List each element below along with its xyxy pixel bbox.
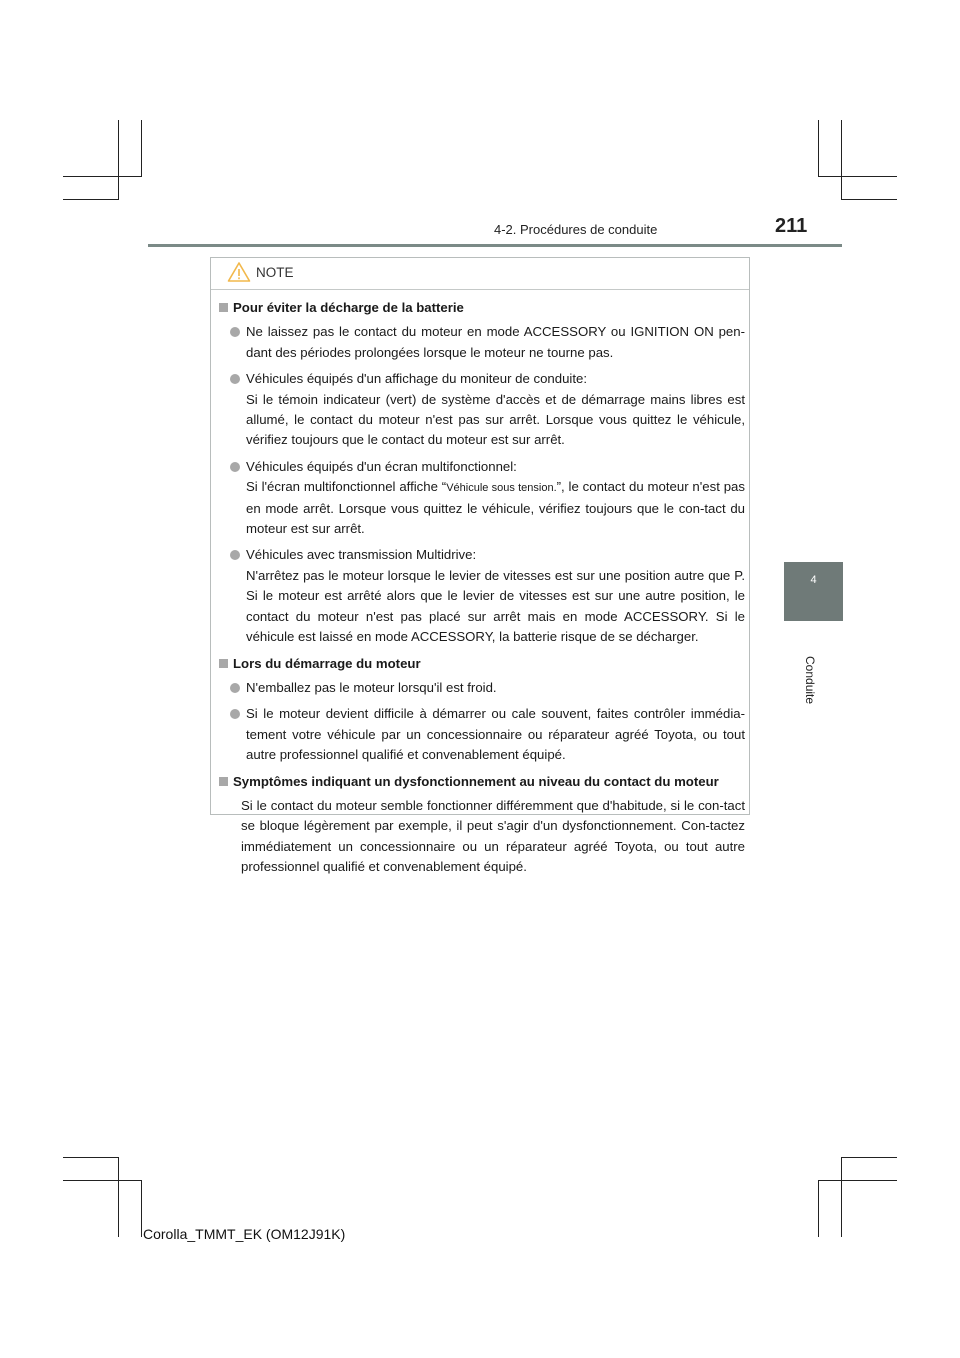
note-title: NOTE [256, 265, 294, 280]
document-code: Corolla_TMMT_EK (OM12J91K) [143, 1226, 346, 1242]
bullet-dot-icon [230, 683, 240, 693]
chapter-number: 4 [810, 574, 817, 586]
display-message: Véhicule sous tension. [446, 482, 557, 495]
section-heading [219, 772, 745, 792]
list-item [219, 678, 745, 698]
chapter-tab [784, 562, 843, 621]
section-heading [219, 654, 745, 674]
square-bullet-icon [219, 303, 228, 312]
bullet-dot-icon [230, 327, 240, 337]
header-divider [148, 244, 842, 247]
section-paragraph: Si le contact du moteur semble fonctionner différemment que d'habitude, si le con-tact se bloque légèrement par exemple, il peut s'agir d'un dysfonctionnement. Con-tactez immédiatement un concessionnaire ou un réparateur agréé Toyota, ou tout autre professionnel qualifié et convenablement équipé. [241, 797, 745, 875]
note-header [211, 258, 749, 290]
item-text [246, 369, 745, 451]
crop-mark [818, 1181, 819, 1237]
crop-mark [841, 1157, 897, 1158]
item-paragraph: Si le témoin indicateur (vert) de système d'accès et de démarrage mains libres est allumé, le contact du moteur n'est pas sur arrêt. Lorsque vous quittez le véhicule, vérifiez toujours que le contact du moteur est sur arrêt. [246, 391, 745, 448]
crop-mark [841, 1157, 842, 1237]
section-heading-text: Symptômes indiquant un dysfonctionnement au niveau du contact du moteur [233, 773, 719, 789]
item-paragraph-start: Si l'écran multifonctionnel affiche “ [246, 479, 447, 495]
item-paragraph-end: ”, le contact du moteur n'est pas en mode arrêt. Lorsque vous quittez le véhicule, vérifiez toujours que le con-tact du moteur est sur arrêt. [246, 479, 745, 537]
crop-mark [141, 120, 142, 176]
bullet-dot-icon [230, 709, 240, 719]
crop-mark [141, 1181, 142, 1237]
item-paragraph: N'arrêtez pas le moteur lorsque le levier de vitesses est sur une position autre que P. Si le moteur est arrêté alors que le levier de vitesses est sur une autre position, le contact du moteur n'est pas placé sur arrêt mais en mode ACCESSORY. Si le véhicule est laissé en mode ACCESSORY, la batterie risque de se décharger. [246, 567, 745, 645]
section-title: 4-2. Procédures de conduite [494, 222, 658, 237]
item-text: Ne laissez pas le contact du moteur en mode ACCESSORY ou IGNITION ON pen-dant des périodes prolongées lorsque le moteur ne tourne pas. [246, 324, 745, 360]
list-item [219, 704, 745, 765]
item-text: N'emballez pas le moteur lorsqu'il est froid. [246, 679, 497, 695]
section-heading [219, 298, 745, 318]
item-subheading: Véhicules équipés d'un affichage du moniteur de conduite: [246, 371, 587, 387]
warning-triangle-icon [227, 261, 251, 288]
square-bullet-icon [219, 777, 228, 786]
note-box [210, 257, 750, 875]
page-number: 211 [775, 215, 808, 237]
crop-mark [841, 199, 897, 200]
list-item [219, 457, 745, 540]
bullet-dot-icon [230, 462, 240, 472]
list-item [219, 322, 745, 363]
list-item [219, 545, 745, 647]
crop-mark [841, 120, 842, 200]
section-heading-text: Lors du démarrage du moteur [233, 655, 421, 671]
crop-mark [118, 120, 119, 200]
crop-mark [63, 199, 119, 200]
chapter-label: Conduite [803, 656, 817, 705]
crop-mark [63, 176, 142, 177]
crop-mark [818, 176, 897, 177]
bullet-dot-icon [230, 374, 240, 384]
note-content [219, 298, 745, 882]
item-text [246, 545, 745, 647]
crop-mark [63, 1157, 119, 1158]
crop-mark [818, 1180, 897, 1181]
item-text: Si le moteur devient difficile à démarrer ou cale souvent, faites contrôler immédia-tement votre véhicule par un concessionnaire ou réparateur agréé Toyota, ou tout autre professionnel qualifié et convenablement équipé. [246, 706, 745, 763]
bullet-dot-icon [230, 550, 240, 560]
section-heading-text: Pour éviter la décharge de la batterie [233, 300, 464, 315]
note-section [219, 298, 745, 648]
item-subheading: Véhicules équipés d'un écran multifonctionnel: [246, 458, 517, 474]
square-bullet-icon [219, 659, 228, 668]
crop-mark [118, 1157, 119, 1237]
note-section [219, 772, 745, 878]
item-text [246, 457, 745, 540]
crop-mark [63, 1180, 142, 1181]
item-subheading: Véhicules avec transmission Multidrive: [246, 547, 477, 563]
crop-mark [818, 120, 819, 176]
list-item [219, 369, 745, 451]
note-section [219, 654, 745, 766]
